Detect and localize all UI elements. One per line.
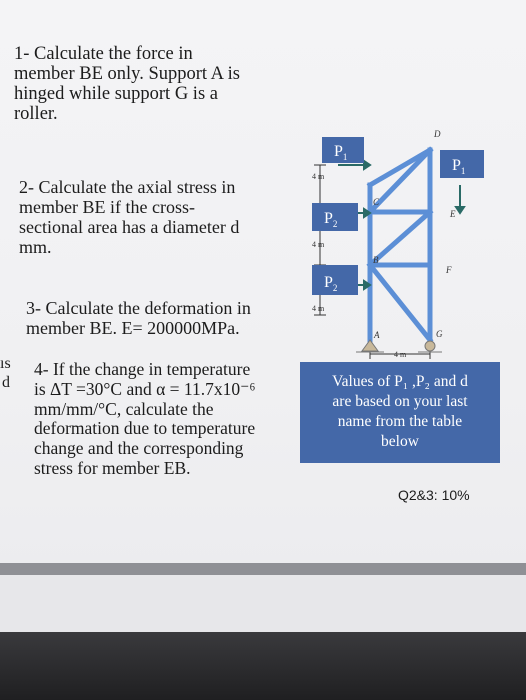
page-footer-band (0, 575, 526, 632)
page-divider-strip (0, 563, 526, 575)
values-note-box (300, 362, 500, 463)
dark-background (0, 632, 526, 700)
node-f: F (446, 265, 452, 275)
cropped-edge-text-bottom: d (2, 374, 10, 391)
node-g: G (436, 329, 443, 339)
question-2: 2- Calculate the axial stress in member BE if the cross- sectional area has a diameter d mm. (19, 177, 240, 257)
node-b: B (373, 255, 379, 265)
hinge-support-a (362, 340, 378, 351)
dim-label-2: 4 m (312, 240, 325, 249)
node-d: D (434, 129, 441, 139)
weighting-label: Q2&3: 10% (398, 487, 470, 503)
roller-support-g (425, 341, 435, 351)
values-note-text: Values of P₁ ,P₂ and d are based on your last name from the table below (332, 373, 468, 450)
svg-text:P2: $P_2$ (324, 274, 338, 293)
truss-diagram (300, 125, 500, 365)
dim-label-1: 4 m (312, 172, 325, 181)
question-1: 1- Calculate the force in member BE only. Support A is hinged while support G is a roller. (14, 44, 240, 124)
svg-text:P1: $P_1$ (452, 157, 466, 176)
svg-text:P2: $P_2$ (324, 210, 338, 229)
truss-members (370, 150, 430, 340)
dim-label-base: 4 m (394, 350, 407, 359)
question-3: 3- Calculate the deformation in member BE. E= 200000MPa. (26, 298, 251, 338)
member-bg (370, 265, 430, 340)
node-a: A (374, 330, 380, 340)
node-c: C (373, 197, 380, 207)
dim-label-3: 4 m (312, 304, 325, 313)
question-4: 4- If the change in temperature is ΔT =30°C and α = 11.7x10⁻⁶ mm/mm/°C, calculate the deformation due to temperature change and the corresponding stress for member EB. (34, 359, 256, 478)
svg-text:P1: $P_1$ (334, 143, 348, 162)
node-e: E (450, 209, 456, 219)
member-be (370, 212, 430, 265)
cropped-edge-text-top: ıs (0, 355, 11, 372)
